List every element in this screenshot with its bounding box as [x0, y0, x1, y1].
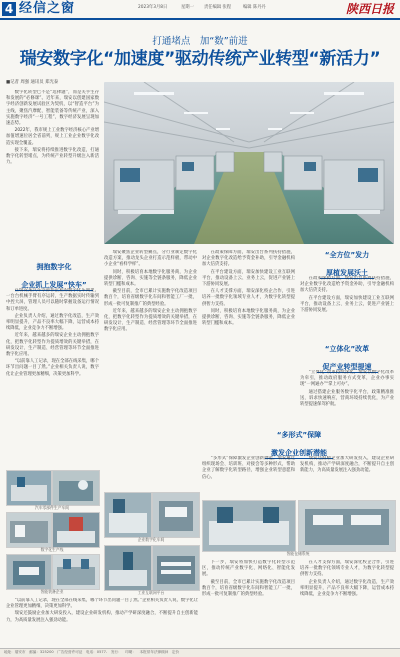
column-5b-text	[300, 456, 394, 496]
column-6a-text	[202, 560, 295, 644]
lead-paragraph: 2022年，我市规上工业数字经济核心产业增加值增速位居全省前列，规上工业企业数字化改造实现全覆盖。	[6, 128, 99, 146]
body-paragraph: 瑞安还鼓励企业加大研发投入，建设企业研发机构，推动产学研深度融合，不断提升自主创新能力，为高质量发展注入强劲动能。	[300, 456, 394, 474]
photo-caption: 数字化生产线	[40, 547, 64, 552]
column-5a-text	[202, 456, 295, 496]
factory-photo	[104, 82, 394, 244]
photo-caption: 智能仓储系统	[286, 551, 310, 556]
photo-caption: 企业数字化车间	[137, 537, 165, 542]
section-heading-line1: “立体化”改革	[324, 345, 370, 353]
article-headline: 瑞安数字化“加速度”驱动传统产业转型“新活力”	[19, 49, 381, 69]
photo-thumbnail	[104, 492, 152, 538]
page-number: 4	[2, 2, 16, 16]
photo-caption: 汽车零部件生产车间	[34, 505, 70, 510]
body-paragraph: 企业负责人介绍，通过数字化改造，生产效率明显提升，产品不良率大幅下降，运营成本持续降低，企业竞争力不断增强。	[6, 313, 99, 332]
body-paragraph: 在平台建设方面，瑞安加快建设工业互联网平台，推动设备上云、业务上云，促进产业链上下游协同发展。	[202, 269, 295, 288]
column-4a-text	[300, 276, 394, 342]
photo-caption: 智能装备企业	[40, 589, 64, 594]
body-paragraph: 通过搭建企业服务数字化平台，政策精准推送、诉求快速响应，营商环境持续优化，为产业转型提速保驾护航。	[300, 389, 394, 408]
header-rule	[0, 18, 400, 20]
section-heading-line2: 企业抓上发展“快车”	[15, 280, 92, 291]
photo-thumbnail	[104, 545, 152, 591]
photo-thumbnail	[152, 545, 200, 591]
responsible-editor: 责任编辑 张程	[204, 5, 232, 10]
column-6b-text	[300, 560, 394, 644]
body-paragraph: 近年来，越来越多的瑞安企业主动拥抱数字化，把数字化转型作为提质增效的关键举措，在研发设计、生产制造、经营管理等环节全面推进数字化应用。	[6, 333, 99, 358]
section-heading-line2: 厚植发展沃土	[320, 268, 374, 279]
section-heading-4	[202, 430, 396, 459]
lead-paragraph: 接下来，瑞安将持续推进数字化改造，打通数字化转型堵点，为传统产业转型升级注入新活力。	[6, 147, 99, 166]
section-heading-1	[4, 262, 104, 291]
column-1-text	[6, 288, 99, 466]
section-heading-line2: 促产业转型提速	[317, 362, 378, 373]
lead-text	[6, 90, 99, 260]
body-paragraph: 截至目前，全市已累计实施数字化改造项目数百个，培育省级数字化车间和智能工厂一批，形成一批可复制推广的典型经验。	[104, 289, 197, 307]
photo-thumbnail	[6, 470, 52, 506]
body-paragraph: “以前靠人工记录，现在全部在线采集，哪个环节出问题一目了然。”企业相关负责人说，数字化让企业管理更加精细，决策更加科学。	[6, 598, 198, 610]
body-paragraph: “多形式”保障激发企业创新潜能。瑞安通过组织现场会、培训班、对接会等多种形式，帮助企业了解数字化转型路径，增强企业转型意愿和信心。	[202, 456, 295, 480]
section-heading-2	[298, 250, 396, 279]
body-paragraph: 企业负责人介绍，通过数字化改造，生产效率明显提升，产品不良率大幅下降，运营成本持续降低，企业竞争力不断增强。	[300, 579, 394, 598]
column-4b-text	[300, 370, 394, 420]
photo-thumbnail	[6, 554, 52, 590]
photo-thumbnail	[298, 500, 396, 552]
body-paragraph: 瑞安聚焦企业转型痛点，分行业制定数字化改造方案，推动龙头企业打造示范样板，带动中小企业“看样学样”。	[104, 250, 197, 268]
article-byline: ■记者 周强 通讯员 郑光泰	[6, 80, 59, 85]
body-paragraph: 截至目前，全市已累计实施数字化改造项目数百个，培育省级数字化车间和智能工厂一批，形成一批可复制推广的典型经验。	[202, 579, 295, 598]
photo-thumbnail	[152, 492, 200, 538]
body-paragraph: “立体化”改革持续深化，瑞安以数字化改革为牵引，推动政府服务方式变革，企业办事实现“一网通办”“掌上可办”。	[300, 370, 394, 388]
photo-thumbnail	[6, 512, 52, 548]
body-paragraph: 下一步，瑞安将加快打造数字化转型示范区，推动传统产业数字化、网络化、智能化发展。	[202, 560, 295, 578]
body-paragraph: 同时，积极培育本地数字化服务商，为企业提供诊断、咨询、实施等全链条服务，降低企业转型门槛和成本。	[202, 308, 295, 327]
issue-weekday: 星期一	[181, 5, 194, 10]
section-heading-line1: 拥抱数字化	[36, 263, 72, 271]
body-paragraph: 在政策保障方面，瑞安出台系列扶持措施，对企业数字化改造给予资金补助，引导金融机构加大信贷支持。	[202, 250, 295, 268]
section-heading-line1: “多形式”保障	[276, 431, 322, 439]
body-paragraph: 同时，积极培育本地数字化服务商，为企业提供诊断、咨询、实施等全链条服务，降低企业转型门槛和成本。	[104, 269, 197, 288]
body-paragraph: 近年来，越来越多的瑞安企业主动拥抱数字化，把数字化转型作为提质增效的关键举措，在研发设计、生产制造、经营管理等环节全面推进数字化应用。	[104, 308, 197, 333]
issue-date: 2023年3月8日	[138, 5, 168, 10]
photo-thumbnail	[52, 512, 100, 548]
body-paragraph: 在平台建设方面，瑞安加快建设工业互联网平台，推动设备上云、业务上云，促进产业链上下游协同发展。	[300, 295, 394, 314]
body-paragraph: 在人才支撑方面，瑞安深化校企合作，引进培养一批数字化领域专业人才，为数字化转型提供智力支持。	[300, 560, 394, 578]
section-heading-line1: “全方位”发力	[324, 251, 370, 259]
section-heading-line2: 激发企业创新潜能	[265, 448, 333, 459]
section-name: 经信之窗	[19, 1, 76, 16]
body-paragraph: 在瑞安某汽车零部件企业的数字化车间里，一台台机械手臂有序运转，生产数据实时传输到中控大屏，管理人员可以随时掌握设备运行情况和订单进度。	[6, 288, 99, 312]
body-paragraph: 在人才支撑方面，瑞安深化校企合作，引进培养一批数字化领域专业人才，为数字化转型提供智力支持。	[202, 289, 295, 307]
body-paragraph: “以前靠人工记录，现在全部在线采集，哪个环节出问题一目了然。”企业相关负责人说，数字化让企业管理更加精细，决策更加科学。	[6, 359, 99, 377]
lead-paragraph: 数字化转型已不是“选择题”，而是关乎生存和发展的“必修课”。近年来，瑞安以创建国家数字经济创新发展试验区为契机，以“智造平台”为主线，聚焦汽摩配、智能装备等传统产业，深入实施数字经济“一号工程”，数字经济发展呈现加速态势。	[6, 90, 99, 127]
photo-caption: 工业互联网平台	[137, 590, 165, 595]
photo-thumbnail	[52, 554, 100, 590]
photo-thumbnail	[202, 500, 296, 552]
page-footer: 地址：瑞安市 邮编：325200 广告经营许可证 电话：0577- 发行： 印刷： 本报常年法律顾问 定价	[0, 648, 400, 657]
photo-thumbnail	[52, 470, 100, 506]
newspaper-logo: 陕西日报	[345, 2, 394, 16]
section-heading-3	[298, 344, 396, 373]
column-2-text	[104, 250, 197, 485]
body-paragraph: 瑞安还鼓励企业加大研发投入，建设企业研发机构，推动产学研深度融合，不断提升自主创新能力，为高质量发展注入强劲动能。	[6, 611, 198, 623]
page-designer: 编辑 陈丹丹	[243, 5, 266, 10]
article-kicker: 打通堵点 加“数”前进	[152, 36, 248, 47]
body-paragraph: 在政策保障方面，瑞安出台系列扶持措施，对企业数字化改造给予资金补助，引导金融机构加大信贷支持。	[300, 276, 394, 294]
column-bottom-text	[6, 598, 198, 644]
